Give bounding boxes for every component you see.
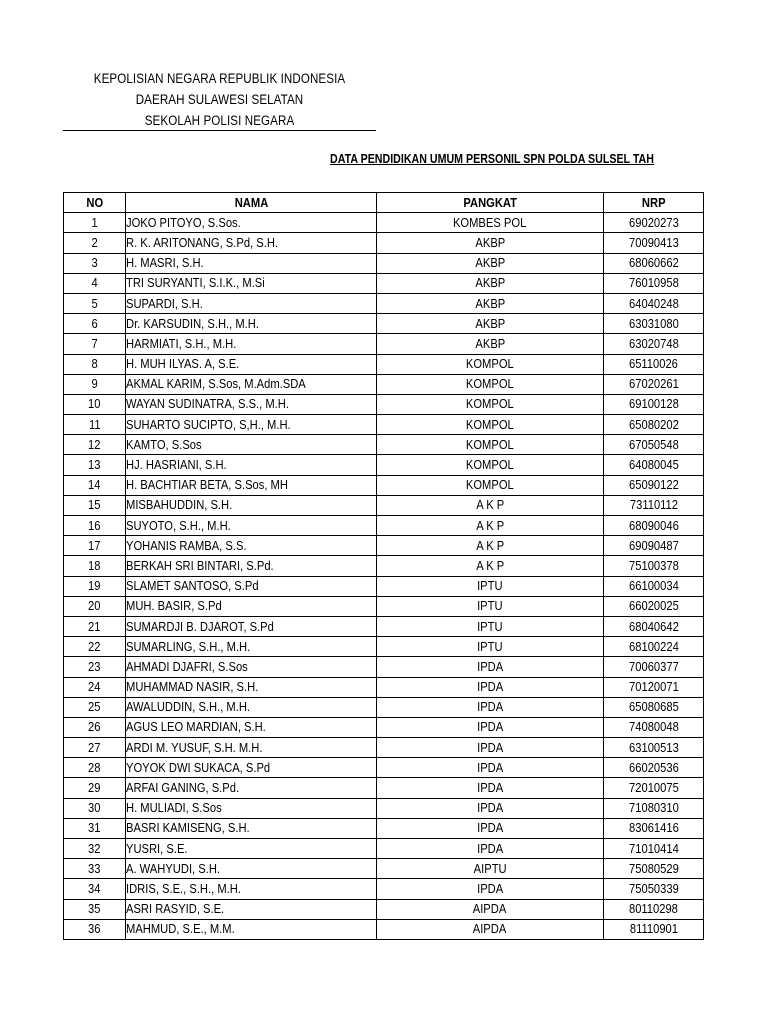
cell-nama: KAMTO, S.Sos — [126, 435, 377, 455]
table-row — [64, 637, 704, 657]
cell-nrp: 75100378 — [604, 556, 704, 576]
cell-nrp: 67050548 — [604, 435, 704, 455]
cell-pangkat: A K P — [377, 556, 604, 576]
cell-nrp: 71010414 — [604, 839, 704, 859]
cell-nrp: 76010958 — [604, 273, 704, 293]
cell-nrp: 83061416 — [604, 818, 704, 838]
letterhead-line-2: DAERAH SULAWESI SELATAN — [135, 92, 304, 107]
cell-no: 22 — [64, 637, 126, 657]
cell-no: 20 — [64, 596, 126, 616]
cell-nrp: 72010075 — [604, 778, 704, 798]
cell-nama: YOHANIS RAMBA, S.S. — [126, 536, 377, 556]
cell-nama: BERKAH SRI BINTARI, S.Pd. — [126, 556, 377, 576]
cell-no: 15 — [64, 495, 126, 515]
cell-nama: BASRI KAMISENG, S.H. — [126, 818, 377, 838]
cell-no: 30 — [64, 798, 126, 818]
cell-pangkat: KOMPOL — [377, 415, 604, 435]
cell-nama: H. MULIADI, S.Sos — [126, 798, 377, 818]
table-row — [64, 677, 704, 697]
cell-nrp: 63031080 — [604, 314, 704, 334]
cell-pangkat: KOMPOL — [377, 475, 604, 495]
cell-pangkat: AKBP — [377, 233, 604, 253]
cell-no: 5 — [64, 293, 126, 313]
cell-pangkat: A K P — [377, 516, 604, 536]
cell-pangkat: AIPTU — [377, 859, 604, 879]
cell-no: 33 — [64, 859, 126, 879]
cell-no: 26 — [64, 717, 126, 737]
cell-nama: MUHAMMAD NASIR, S.H. — [126, 677, 377, 697]
cell-nama: ASRI RASYID, S.E. — [126, 899, 377, 919]
cell-pangkat: AKBP — [377, 314, 604, 334]
cell-nama: JOKO PITOYO, S.Sos. — [126, 213, 377, 233]
table-row — [64, 576, 704, 596]
table-body — [64, 213, 704, 940]
table-row — [64, 778, 704, 798]
cell-no: 8 — [64, 354, 126, 374]
table-row — [64, 213, 704, 233]
cell-no: 27 — [64, 738, 126, 758]
cell-nrp: 64080045 — [604, 455, 704, 475]
cell-pangkat: AKBP — [377, 293, 604, 313]
cell-pangkat: IPDA — [377, 677, 604, 697]
cell-nrp: 68090046 — [604, 516, 704, 536]
cell-pangkat: A K P — [377, 495, 604, 515]
cell-pangkat: IPTU — [377, 576, 604, 596]
cell-no: 28 — [64, 758, 126, 778]
cell-nama: TRI SURYANTI, S.I.K., M.Si — [126, 273, 377, 293]
table-row — [64, 556, 704, 576]
cell-pangkat: KOMPOL — [377, 394, 604, 414]
letterhead-line-1: KEPOLISIAN NEGARA REPUBLIK INDONESIA — [93, 71, 346, 86]
cell-nrp: 75050339 — [604, 879, 704, 899]
cell-no: 10 — [64, 394, 126, 414]
cell-pangkat: IPDA — [377, 818, 604, 838]
cell-no: 3 — [64, 253, 126, 273]
cell-nama: A. WAHYUDI, S.H. — [126, 859, 377, 879]
cell-pangkat: KOMPOL — [377, 374, 604, 394]
cell-nama: SUYOTO, S.H., M.H. — [126, 516, 377, 536]
cell-no: 6 — [64, 314, 126, 334]
table-row — [64, 516, 704, 536]
document-title: DATA PENDIDIKAN UMUM PERSONIL SPN POLDA SULSEL TAH — [330, 151, 654, 166]
cell-pangkat: AKBP — [377, 334, 604, 354]
letterhead — [85, 68, 354, 131]
cell-nama: AKMAL KARIM, S.Sos, M.Adm.SDA — [126, 374, 377, 394]
cell-nrp: 63020748 — [604, 334, 704, 354]
cell-nrp: 68060662 — [604, 253, 704, 273]
table-row — [64, 596, 704, 616]
table-row — [64, 818, 704, 838]
cell-nama: ARFAI GANING, S.Pd. — [126, 778, 377, 798]
cell-no: 35 — [64, 899, 126, 919]
cell-pangkat: KOMPOL — [377, 354, 604, 374]
table-row — [64, 657, 704, 677]
table-row — [64, 374, 704, 394]
cell-nama: ARDI M. YUSUF, S.H. M.H. — [126, 738, 377, 758]
personnel-table — [63, 192, 704, 940]
column-header-nrp: NRP — [604, 193, 704, 213]
table-row — [64, 354, 704, 374]
cell-nrp: 65090122 — [604, 475, 704, 495]
cell-pangkat: IPTU — [377, 616, 604, 636]
table-row — [64, 475, 704, 495]
cell-nama: MISBAHUDDIN, S.H. — [126, 495, 377, 515]
cell-nama: H. BACHTIAR BETA, S.Sos, MH — [126, 475, 377, 495]
table-row — [64, 253, 704, 273]
cell-no: 25 — [64, 697, 126, 717]
cell-no: 9 — [64, 374, 126, 394]
table-header-row — [64, 193, 704, 213]
table-row — [64, 919, 704, 939]
table-row — [64, 879, 704, 899]
cell-nama: SUMARLING, S.H., M.H. — [126, 637, 377, 657]
cell-nama: YOYOK DWI SUKACA, S.Pd — [126, 758, 377, 778]
cell-no: 21 — [64, 616, 126, 636]
letterhead-line-3: SEKOLAH POLISI NEGARA — [144, 113, 295, 128]
table-row — [64, 758, 704, 778]
cell-nama: SUHARTO SUCIPTO, S,H., M.H. — [126, 415, 377, 435]
table-row — [64, 616, 704, 636]
table-row — [64, 233, 704, 253]
cell-pangkat: KOMPOL — [377, 435, 604, 455]
cell-nrp: 69020273 — [604, 213, 704, 233]
cell-nrp: 66020025 — [604, 596, 704, 616]
table-row — [64, 536, 704, 556]
cell-nrp: 65080202 — [604, 415, 704, 435]
cell-nama: H. MASRI, S.H. — [126, 253, 377, 273]
cell-nama: MAHMUD, S.E., M.M. — [126, 919, 377, 939]
cell-nama: IDRIS, S.E., S.H., M.H. — [126, 879, 377, 899]
cell-nrp: 71080310 — [604, 798, 704, 818]
cell-no: 24 — [64, 677, 126, 697]
table-row — [64, 738, 704, 758]
cell-nrp: 66100034 — [604, 576, 704, 596]
table-row — [64, 717, 704, 737]
cell-pangkat: AKBP — [377, 273, 604, 293]
cell-nama: R. K. ARITONANG, S.Pd, S.H. — [126, 233, 377, 253]
cell-nama: SLAMET SANTOSO, S.Pd — [126, 576, 377, 596]
cell-pangkat: IPDA — [377, 697, 604, 717]
cell-nama: AGUS LEO MARDIAN, S.H. — [126, 717, 377, 737]
cell-no: 29 — [64, 778, 126, 798]
table-row — [64, 273, 704, 293]
cell-no: 36 — [64, 919, 126, 939]
cell-no: 7 — [64, 334, 126, 354]
cell-no: 13 — [64, 455, 126, 475]
table-row — [64, 435, 704, 455]
cell-no: 4 — [64, 273, 126, 293]
cell-nrp: 70060377 — [604, 657, 704, 677]
cell-pangkat: IPDA — [377, 839, 604, 859]
table-row — [64, 415, 704, 435]
cell-nrp: 73110112 — [604, 495, 704, 515]
table-row — [64, 455, 704, 475]
cell-no: 32 — [64, 839, 126, 859]
column-header-no: NO — [64, 193, 126, 213]
cell-nrp: 64040248 — [604, 293, 704, 313]
cell-nama: HARMIATI, S.H., M.H. — [126, 334, 377, 354]
table-row — [64, 899, 704, 919]
cell-pangkat: KOMPOL — [377, 455, 604, 475]
cell-nama: AWALUDDIN, S.H., M.H. — [126, 697, 377, 717]
cell-nrp: 66020536 — [604, 758, 704, 778]
table-row — [64, 859, 704, 879]
cell-nama: H. MUH ILYAS. A, S.E. — [126, 354, 377, 374]
cell-no: 34 — [64, 879, 126, 899]
cell-no: 16 — [64, 516, 126, 536]
cell-no: 18 — [64, 556, 126, 576]
cell-pangkat: IPDA — [377, 717, 604, 737]
cell-nrp: 69100128 — [604, 394, 704, 414]
cell-no: 17 — [64, 536, 126, 556]
cell-nama: SUPARDI, S.H. — [126, 293, 377, 313]
cell-pangkat: IPTU — [377, 637, 604, 657]
table-row — [64, 394, 704, 414]
cell-no: 23 — [64, 657, 126, 677]
cell-pangkat: IPDA — [377, 879, 604, 899]
cell-nrp: 74080048 — [604, 717, 704, 737]
cell-no: 2 — [64, 233, 126, 253]
cell-pangkat: KOMBES POL — [377, 213, 604, 233]
letterhead-divider — [63, 130, 376, 131]
cell-nrp: 75080529 — [604, 859, 704, 879]
cell-nrp: 68100224 — [604, 637, 704, 657]
cell-no: 11 — [64, 415, 126, 435]
table-row — [64, 798, 704, 818]
cell-nrp: 65080685 — [604, 697, 704, 717]
cell-nrp: 80110298 — [604, 899, 704, 919]
cell-nama: AHMADI DJAFRI, S.Sos — [126, 657, 377, 677]
cell-nrp: 63100513 — [604, 738, 704, 758]
cell-no: 19 — [64, 576, 126, 596]
cell-pangkat: IPDA — [377, 738, 604, 758]
cell-nrp: 69090487 — [604, 536, 704, 556]
cell-nrp: 70090413 — [604, 233, 704, 253]
cell-pangkat: IPDA — [377, 798, 604, 818]
table-row — [64, 293, 704, 313]
cell-nama: WAYAN SUDINATRA, S.S., M.H. — [126, 394, 377, 414]
cell-no: 31 — [64, 818, 126, 838]
table-row — [64, 314, 704, 334]
cell-nrp: 81110901 — [604, 919, 704, 939]
cell-nrp: 67020261 — [604, 374, 704, 394]
cell-pangkat: A K P — [377, 536, 604, 556]
cell-no: 14 — [64, 475, 126, 495]
cell-pangkat: IPTU — [377, 596, 604, 616]
cell-pangkat: IPDA — [377, 657, 604, 677]
table-row — [64, 839, 704, 859]
cell-nama: SUMARDJI B. DJAROT, S.Pd — [126, 616, 377, 636]
table-row — [64, 495, 704, 515]
cell-no: 12 — [64, 435, 126, 455]
cell-nama: YUSRI, S.E. — [126, 839, 377, 859]
cell-pangkat: AKBP — [377, 253, 604, 273]
table-row — [64, 697, 704, 717]
cell-nrp: 70120071 — [604, 677, 704, 697]
cell-nama: Dr. KARSUDIN, S.H., M.H. — [126, 314, 377, 334]
cell-nrp: 68040642 — [604, 616, 704, 636]
column-header-nama: NAMA — [126, 193, 377, 213]
cell-pangkat: IPDA — [377, 758, 604, 778]
cell-nrp: 65110026 — [604, 354, 704, 374]
cell-pangkat: AIPDA — [377, 899, 604, 919]
cell-nama: MUH. BASIR, S.Pd — [126, 596, 377, 616]
cell-nama: HJ. HASRIANI, S.H. — [126, 455, 377, 475]
cell-pangkat: AIPDA — [377, 919, 604, 939]
cell-no: 1 — [64, 213, 126, 233]
cell-pangkat: IPDA — [377, 778, 604, 798]
column-header-pangkat: PANGKAT — [377, 193, 604, 213]
table-row — [64, 334, 704, 354]
